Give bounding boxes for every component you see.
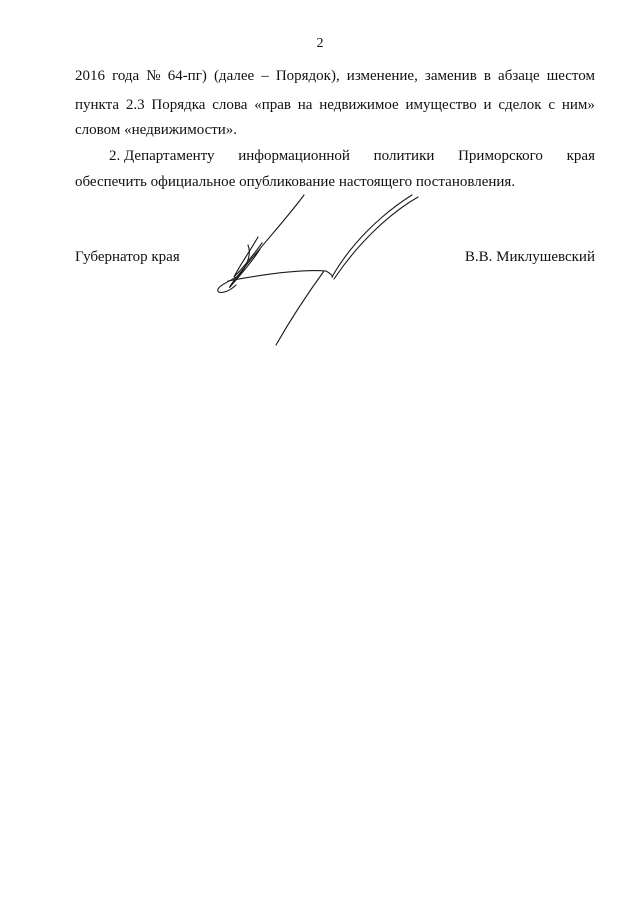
word: 2016: [75, 68, 105, 84]
word: (далее: [213, 68, 255, 84]
word: края: [566, 148, 595, 164]
word: пункта: [75, 97, 120, 113]
word: с: [548, 97, 556, 113]
word: шестом: [546, 68, 595, 84]
paragraph-1-line-1: [75, 66, 595, 86]
word: политики: [373, 148, 435, 164]
word: года: [112, 68, 140, 84]
paragraph-1-line-2: [75, 95, 595, 115]
word: слова: [212, 97, 248, 113]
paragraph-1-line-3: [75, 120, 595, 140]
word: №: [146, 68, 161, 84]
word: –: [261, 68, 269, 84]
handwritten-signature: [200, 185, 430, 350]
word: в: [483, 68, 491, 84]
word: Порядок),: [275, 68, 340, 84]
word: Приморского: [458, 148, 543, 164]
word: «прав: [254, 97, 291, 113]
word: 64-пг): [167, 68, 207, 84]
word: изменение,: [346, 68, 418, 84]
page-number: 2: [316, 36, 324, 51]
word: недвижимое: [319, 97, 399, 113]
word: на: [297, 97, 313, 113]
word: заменив: [424, 68, 477, 84]
word: словом «недвижимости».: [75, 122, 238, 138]
word: и: [483, 97, 492, 113]
word: ним»: [561, 97, 595, 113]
signatory-position: Губернатор края: [75, 249, 180, 265]
word: информационной: [238, 148, 350, 164]
signatory-name: В.В. Миклушевский: [464, 249, 595, 265]
word: 2.3: [125, 97, 145, 113]
word: абзаце: [498, 68, 540, 84]
word: имущество: [405, 97, 477, 113]
word: обеспечить официальное опубликование настоящего постановления.: [75, 174, 516, 190]
paragraph-2-line-1: [109, 146, 595, 166]
word: 2. Департаменту: [109, 148, 215, 164]
word: сделок: [498, 97, 542, 113]
word: Порядка: [151, 97, 206, 113]
